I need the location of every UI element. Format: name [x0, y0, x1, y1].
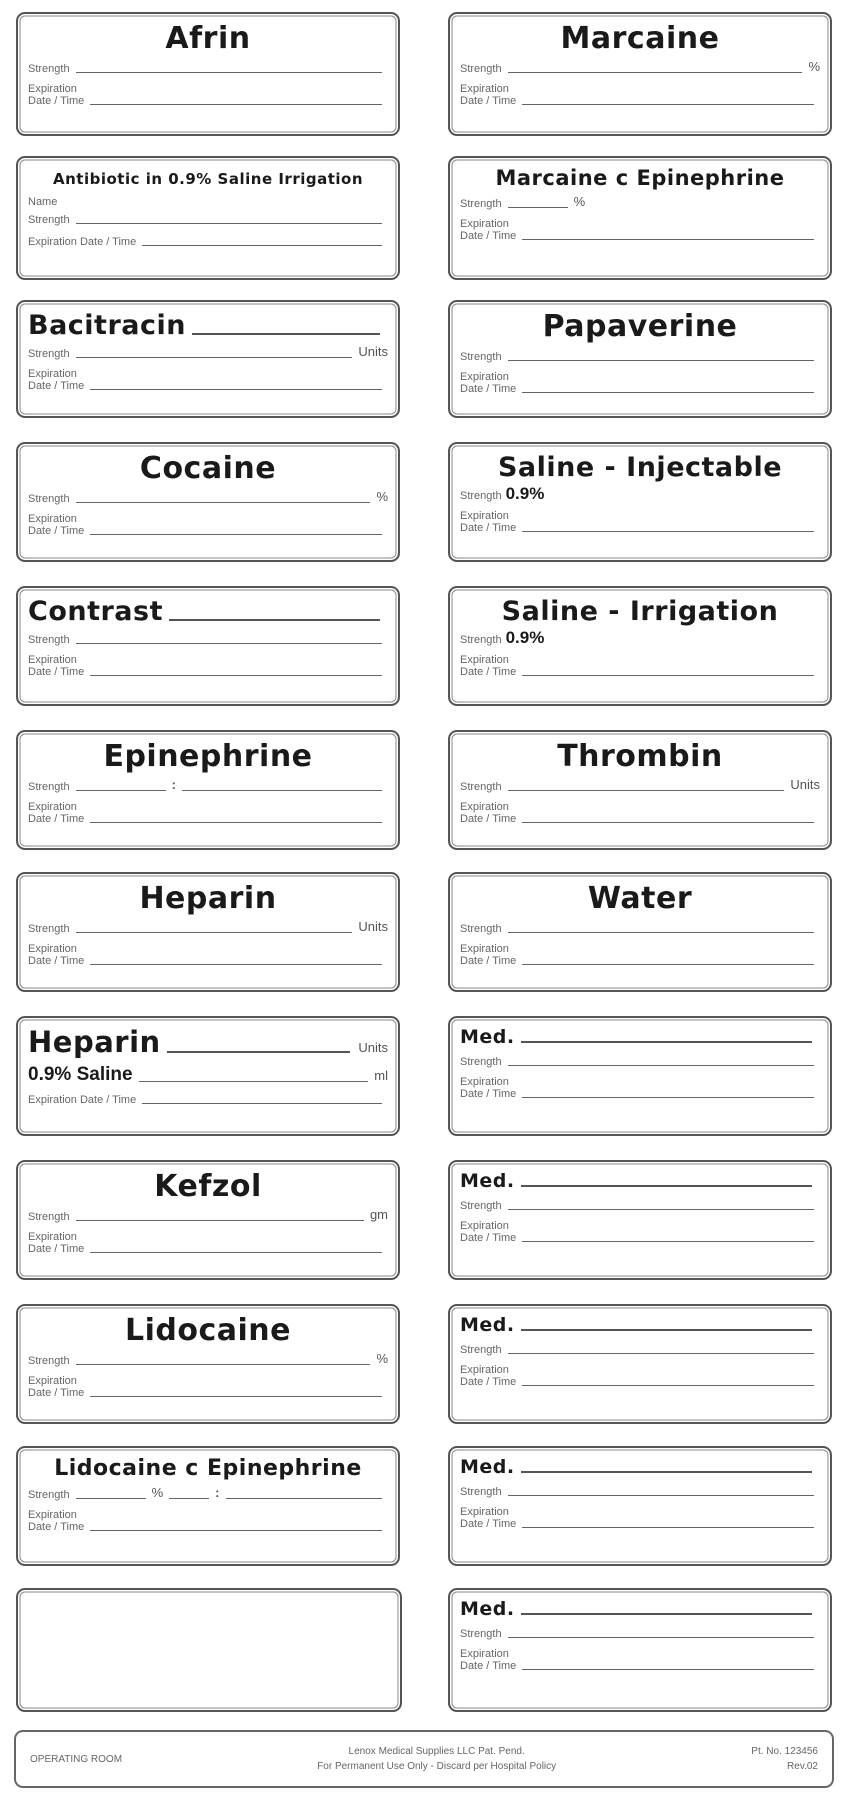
expiration-label: Expiration Date / Time	[28, 800, 85, 826]
write-line[interactable]	[192, 333, 380, 335]
footer-right: Pt. No. 123456 Rev.02	[751, 1746, 818, 1772]
write-line[interactable]	[90, 1530, 382, 1531]
write-line[interactable]	[90, 389, 382, 390]
expiration-label: Expiration Date / Time	[28, 1508, 85, 1534]
expiration-label: Expiration Date / Time	[460, 653, 517, 679]
strength-label: Strength	[28, 1489, 70, 1502]
label-saline-irrigation[interactable]	[448, 586, 832, 706]
write-line[interactable]	[522, 1097, 814, 1098]
unit-label: Units	[358, 1040, 388, 1055]
label-contrast[interactable]	[16, 586, 400, 706]
label-water[interactable]	[448, 872, 832, 992]
label-marcaine-epinephrine[interactable]	[448, 156, 832, 280]
label-title: Papaverine	[542, 309, 738, 344]
write-line[interactable]	[508, 1637, 814, 1638]
label-bacitracin[interactable]	[16, 300, 400, 418]
strength-label: Strength	[460, 1344, 502, 1357]
label-med-2[interactable]	[448, 1160, 832, 1280]
strength-label: Strength	[28, 781, 70, 794]
expiration-label: Expiration Date / Time	[460, 1505, 517, 1531]
write-line[interactable]	[226, 1498, 383, 1499]
label-cocaine[interactable]	[16, 442, 400, 562]
label-title: Med.	[460, 1456, 515, 1478]
label-saline-injectable[interactable]	[448, 442, 832, 562]
unit-label: %	[376, 489, 388, 504]
strength-label: Strength	[28, 634, 70, 647]
expiration-label: Expiration Date / Time	[28, 1230, 85, 1256]
footer-left: OPERATING ROOM	[30, 1753, 123, 1765]
unit-label: Units	[790, 777, 820, 792]
label-title: Bacitracin	[28, 310, 186, 341]
expiration-label: Expiration Date / Time	[460, 509, 517, 535]
label-title: Cocaine	[139, 451, 277, 486]
expiration-label: Expiration Date / Time	[460, 1363, 517, 1389]
strength-label: Strength	[28, 63, 70, 76]
expiration-label: Expiration Date / Time	[460, 1647, 517, 1673]
write-line[interactable]	[76, 357, 353, 358]
label-title: Kefzol	[154, 1169, 262, 1204]
label-title: Med.	[460, 1170, 515, 1192]
write-line[interactable]	[90, 1396, 382, 1397]
label-title: Thrombin	[557, 739, 723, 774]
strength-label: Strength	[28, 493, 70, 506]
label-title: Marcaine c Epinephrine	[495, 166, 785, 190]
write-line[interactable]	[76, 790, 166, 791]
label-title: Water	[587, 881, 693, 916]
write-line[interactable]	[522, 822, 814, 823]
write-line[interactable]	[521, 1613, 812, 1615]
expiration-label: Expiration Date / Time	[460, 217, 517, 243]
strength-label: Strength	[460, 198, 502, 211]
write-line[interactable]	[522, 1241, 814, 1242]
write-line[interactable]	[521, 1471, 812, 1473]
strength-label: Strength	[460, 781, 502, 794]
expiration-label: Expiration Date / Time	[28, 653, 85, 679]
label-title: Med.	[460, 1598, 515, 1620]
label-title: Heparin	[139, 881, 277, 916]
name-label: Name	[28, 196, 58, 209]
expiration-label: Expiration Date / Time	[28, 942, 85, 968]
sheet-footer	[14, 1730, 834, 1788]
write-line[interactable]	[522, 1527, 814, 1528]
label-heparin-saline[interactable]	[16, 1016, 400, 1136]
unit-label: %	[808, 59, 820, 74]
write-line[interactable]	[142, 245, 382, 246]
label-title: Afrin	[165, 21, 251, 56]
expiration-label: Expiration Date / Time	[460, 942, 517, 968]
expiration-label: Expiration Date / Time	[460, 370, 517, 396]
label-title: Antibiotic in 0.9% Saline Irrigation	[52, 170, 364, 188]
label-med-1[interactable]	[448, 1016, 832, 1136]
ml-unit: ml	[374, 1068, 388, 1083]
expiration-label: Expiration Date / Time	[28, 1094, 137, 1107]
write-line[interactable]	[90, 675, 382, 676]
label-lidocaine[interactable]	[16, 1304, 400, 1424]
label-blank[interactable]	[16, 1588, 402, 1712]
write-line[interactable]	[169, 1498, 209, 1499]
write-line[interactable]	[508, 72, 803, 73]
write-line[interactable]	[522, 964, 814, 965]
strength-label: Strength	[460, 634, 502, 647]
write-line[interactable]	[522, 392, 814, 393]
unit-label: %	[573, 194, 586, 209]
write-line[interactable]	[521, 1185, 812, 1187]
write-line[interactable]	[76, 1220, 364, 1221]
write-line[interactable]	[508, 207, 568, 208]
write-line[interactable]	[90, 104, 382, 105]
expiration-label: Expiration Date / Time	[28, 82, 85, 108]
write-line[interactable]	[508, 1353, 814, 1354]
write-line[interactable]	[522, 1385, 814, 1386]
footer-center: Lenox Medical Supplies LLC Pat. Pend. For Permanent Use Only - Discard per Hospital Policy	[317, 1746, 557, 1772]
strength-label: Strength	[28, 923, 70, 936]
label-lidocaine-epinephrine[interactable]	[16, 1446, 400, 1566]
write-line[interactable]	[76, 72, 382, 73]
label-title: Contrast	[28, 596, 164, 627]
write-line[interactable]	[508, 932, 814, 933]
strength-value: 0.9%	[505, 628, 545, 648]
write-line[interactable]	[508, 1209, 814, 1210]
saline-label: 0.9% Saline	[28, 1064, 133, 1086]
write-line[interactable]	[169, 619, 380, 621]
write-line[interactable]	[76, 223, 382, 224]
write-line[interactable]	[142, 1103, 382, 1104]
write-line[interactable]	[90, 964, 382, 965]
label-heparin[interactable]	[16, 872, 400, 992]
expiration-label: Expiration Date / Time	[28, 1374, 85, 1400]
label-med-3[interactable]	[448, 1304, 832, 1424]
label-title: Marcaine	[560, 21, 720, 56]
write-line[interactable]	[521, 1329, 812, 1331]
strength-label: Strength	[460, 1056, 502, 1069]
write-line[interactable]	[508, 790, 785, 791]
expiration-label: Expiration Date / Time	[460, 1219, 517, 1245]
write-line[interactable]	[508, 1065, 814, 1066]
write-line[interactable]	[522, 675, 814, 676]
write-line[interactable]	[76, 643, 382, 644]
write-line[interactable]	[522, 104, 814, 105]
unit-label: %	[151, 1485, 164, 1500]
strength-label: Strength	[28, 214, 70, 227]
write-line[interactable]	[182, 790, 382, 791]
label-title: Lidocaine	[125, 1313, 291, 1348]
write-line[interactable]	[76, 502, 371, 503]
unit-label: Units	[358, 344, 388, 359]
label-med-5[interactable]	[448, 1588, 832, 1712]
ratio-colon: :	[215, 1485, 220, 1500]
label-title: Saline - Injectable	[497, 452, 783, 483]
unit-label: %	[376, 1351, 388, 1366]
label-thrombin[interactable]	[448, 730, 832, 850]
unit-label: Units	[358, 919, 388, 934]
strength-label: Strength	[28, 1355, 70, 1368]
strength-label: Strength	[460, 1628, 502, 1641]
write-line[interactable]	[508, 360, 814, 361]
label-title: Med.	[460, 1314, 515, 1336]
label-antibiotic-irrigation[interactable]	[16, 156, 400, 280]
write-line[interactable]	[522, 239, 814, 240]
expiration-label: Expiration Date / Time	[460, 82, 517, 108]
label-title: Lidocaine c Epinephrine	[54, 1456, 362, 1481]
expiration-label: Expiration Date / Time	[460, 800, 517, 826]
expiration-label: Expiration Date / Time	[28, 512, 85, 538]
label-epinephrine[interactable]	[16, 730, 400, 850]
label-title: Heparin	[28, 1025, 161, 1059]
expiration-label: Expiration Date / Time	[28, 367, 85, 393]
write-line[interactable]	[76, 1498, 146, 1499]
strength-label: Strength	[460, 923, 502, 936]
strength-label: Strength	[460, 351, 502, 364]
write-line[interactable]	[90, 1252, 382, 1253]
strength-label: Strength	[460, 63, 502, 76]
ratio-colon: :	[171, 777, 176, 792]
write-line[interactable]	[76, 932, 353, 933]
strength-label: Strength	[28, 348, 70, 361]
unit-label: gm	[369, 1207, 388, 1222]
label-title: Saline - Irrigation	[501, 596, 779, 627]
label-med-4[interactable]	[448, 1446, 832, 1566]
label-title: Med.	[460, 1026, 515, 1048]
write-line[interactable]	[76, 1364, 371, 1365]
write-line[interactable]	[521, 1041, 812, 1043]
label-kefzol[interactable]	[16, 1160, 400, 1280]
write-line[interactable]	[522, 1669, 814, 1670]
strength-label: Strength	[460, 1486, 502, 1499]
write-line[interactable]	[508, 1495, 814, 1496]
write-line[interactable]	[522, 531, 814, 532]
write-line[interactable]	[167, 1051, 351, 1053]
strength-label: Strength	[28, 1211, 70, 1224]
label-afrin[interactable]	[16, 12, 400, 136]
write-line[interactable]	[90, 534, 382, 535]
expiration-label: Expiration Date / Time	[460, 1075, 517, 1101]
expiration-label: Expiration Date / Time	[28, 236, 137, 249]
strength-value: 0.9%	[505, 484, 545, 504]
label-marcaine[interactable]	[448, 12, 832, 136]
write-line[interactable]	[139, 1081, 369, 1082]
strength-label: Strength	[460, 1200, 502, 1213]
label-papaverine[interactable]	[448, 300, 832, 418]
label-title: Epinephrine	[103, 739, 313, 774]
strength-label: Strength	[460, 490, 502, 503]
write-line[interactable]	[90, 822, 382, 823]
